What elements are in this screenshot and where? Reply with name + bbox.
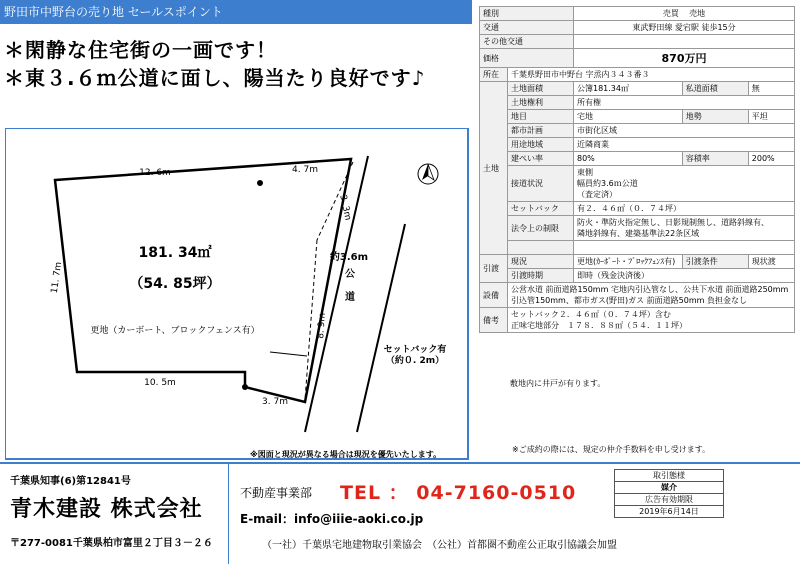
spec-row-rights (480, 96, 795, 110)
spec-key: 引渡条件 (682, 255, 748, 269)
footer-divider (228, 464, 229, 564)
dim-left: 11. 7m (49, 261, 65, 295)
spec-row-other-traffic (480, 35, 795, 49)
department-name: 不動産事業部 (240, 486, 313, 500)
spec-value: 無 (748, 82, 794, 96)
road-char-2: 道 (345, 292, 355, 303)
road-width: 幅員約3.6ｍ公道 (577, 179, 638, 188)
spec-value: 平坦 (748, 110, 794, 124)
setback-leader (270, 352, 307, 356)
area-tsubo: （54. 85坪） (129, 276, 221, 292)
spec-key: 備考 (480, 308, 508, 333)
spec-value: 80% (574, 152, 683, 166)
badge-expiry-label: 広告有効期限 (615, 494, 724, 506)
badge-mode: 媒介 (615, 482, 724, 494)
spec-row-traffic (480, 21, 795, 35)
law-line-1: 防火・準防火指定無し、日影規制無し、道路斜線有、 (577, 218, 769, 227)
price-value: 870万円 (574, 49, 795, 68)
spec-key: 容積率 (682, 152, 748, 166)
spec-value: 近隣商業 (574, 138, 795, 152)
page-header: 野田市中野台の売り地 セールスポイント (0, 0, 472, 24)
spec-row-type (480, 7, 795, 21)
spec-value: 東武野田線 愛宕駅 徒歩15分 (574, 21, 795, 35)
dim-bottom-right: 3. 7m (262, 397, 288, 407)
spec-key: 接道状況 (508, 166, 574, 202)
spec-row-location (480, 68, 795, 82)
dim-top-left: 12. 6m (139, 168, 171, 178)
road-width-label: 約3.6m (329, 252, 369, 263)
spec-row-category (480, 110, 795, 124)
site-note: 更地（カーボート、ブロックフェンス有） (90, 326, 260, 336)
spec-value: 所有権 (574, 96, 795, 110)
transaction-badge (614, 469, 724, 518)
spec-row-land-spacer (480, 241, 795, 255)
property-spec-table (479, 6, 795, 333)
spec-row-land-area (480, 82, 795, 96)
spec-key: 引渡時期 (508, 269, 574, 283)
license-number: 千葉県知事(6)第12841号 (10, 476, 131, 487)
spec-row-zoning (480, 138, 795, 152)
spec-value (574, 166, 795, 202)
spec-value: 更地(ｶｰﾎﾟｰﾄ・ﾌﾞﾛｯｸﾌｪﾝｽ有) (574, 255, 683, 269)
remarks-line-1: セットバック２．４６㎡（０．７４坪）含む (511, 310, 671, 319)
spec-group-land: 土地 (480, 82, 508, 255)
spec-value (574, 35, 795, 49)
well-note: 敷地内に井戸が有ります。 (510, 379, 606, 388)
headline-quiet: ＊閑静な住宅街の一画です！ (4, 38, 277, 62)
spec-key: 種別 (480, 7, 574, 21)
spec-key: 建ぺい率 (508, 152, 574, 166)
spec-key: 用途地域 (508, 138, 574, 152)
badge-date: 2019年6月14日 (615, 506, 724, 518)
spec-key: 地目 (508, 110, 574, 124)
spec-key: 現況 (508, 255, 574, 269)
spec-key: 土地面積 (508, 82, 574, 96)
spec-row-law (480, 216, 795, 241)
spec-row-remarks (480, 308, 795, 333)
spec-row-road (480, 166, 795, 202)
spec-key: 交通 (480, 21, 574, 35)
spec-value (574, 241, 795, 255)
boundary-marker (242, 384, 248, 390)
company-address: 〒277-0081千葉県柏市富里２丁目３－２６ (10, 538, 213, 549)
remarks-line-2: 正味宅地部分 １７８．８８㎡（５４．１１坪） (511, 321, 687, 330)
spec-key: その他交通 (480, 35, 574, 49)
spec-row-coverage (480, 152, 795, 166)
area-sqm: 181. 34㎡ (138, 245, 212, 261)
footer (0, 462, 800, 564)
dim-top-right: 4. 7m (292, 165, 318, 175)
road-line-west (305, 156, 368, 432)
spec-key: 設備 (480, 283, 508, 308)
spec-value: 現状渡 (748, 255, 794, 269)
headline-road: ＊東３.６ｍ公道に面し、陽当たり良好です♪ (4, 66, 426, 90)
dim-bottom-left: 10. 5m (144, 378, 176, 388)
type-value-2: 売地 (689, 9, 706, 18)
spec-key: セットバック (508, 202, 574, 216)
spec-row-facility (480, 283, 795, 308)
setback-sub: （約０. 2m） (385, 356, 445, 366)
association-membership: （一社）千葉県宅地建物取引業協会 （公社）首都圏不動産公正取引協議会加盟 (262, 540, 617, 551)
spec-value: 千葉県野田市中野台 字烝内３４３番３ (508, 68, 795, 82)
spec-row-timing (480, 269, 795, 283)
plan-disclaimer: ※図面と現況が異なる場合は現況を優先いたします。 (250, 450, 442, 459)
fee-note: ※ご成約の際には、規定の仲介手数料を申し受けます。 (512, 445, 711, 454)
spec-key: 都市計画 (508, 124, 574, 138)
spec-key: 法令上の制限 (508, 216, 574, 241)
spec-key: 地勢 (682, 110, 748, 124)
spec-value: 即時（残金決済後） (574, 269, 795, 283)
spec-key: 価格 (480, 49, 574, 68)
law-line-2: 隣地斜線有、建築基準法22条区域 (577, 229, 700, 238)
spec-value: 公簿181.34㎡ (574, 82, 683, 96)
spec-group-handover: 引渡 (480, 255, 508, 283)
company-name: 青木建設 株式会社 (10, 497, 203, 522)
spec-value (574, 7, 795, 21)
setback-label: セットバック有 (383, 345, 447, 355)
spec-row-setback (480, 202, 795, 216)
spec-value: 200% (748, 152, 794, 166)
road-status: （査定済） (577, 190, 617, 199)
spec-row-status (480, 255, 795, 269)
spec-key: 所在 (480, 68, 508, 82)
dim-right-lower: 8. 9m (316, 312, 328, 340)
spec-value: 有２．４６㎡（０．７４坪） (574, 202, 795, 216)
email-address[interactable]: E-mail：info@iiie-aoki.co.jp (240, 512, 424, 526)
road-char-1: 公 (345, 269, 355, 280)
spec-value: 公営水道 前面道路150mm 宅地内引込管なし、公共下水道 前面道路250mm 引込管150mm、都市ガス(野田)ガス 前面道路50mm 負担金なし (508, 283, 795, 308)
spec-key: 土地権利 (508, 96, 574, 110)
spec-value (574, 216, 795, 241)
spec-value: 市街化区域 (574, 124, 795, 138)
dim-right-upper: 3. 3m (337, 193, 353, 222)
spec-row-price (480, 49, 795, 68)
badge-title: 取引態様 (615, 470, 724, 482)
spec-value (508, 308, 795, 333)
site-plan (5, 128, 469, 460)
spec-key (508, 241, 574, 255)
boundary-marker (257, 180, 263, 186)
type-value-1: 売買 (662, 9, 679, 18)
spec-row-planning (480, 124, 795, 138)
spec-key: 私道面積 (682, 82, 748, 96)
spec-value: 宅地 (574, 110, 683, 124)
phone-number[interactable]: TEL ： 04-7160-0510 (340, 482, 577, 504)
road-direction: 東側 (577, 168, 593, 177)
